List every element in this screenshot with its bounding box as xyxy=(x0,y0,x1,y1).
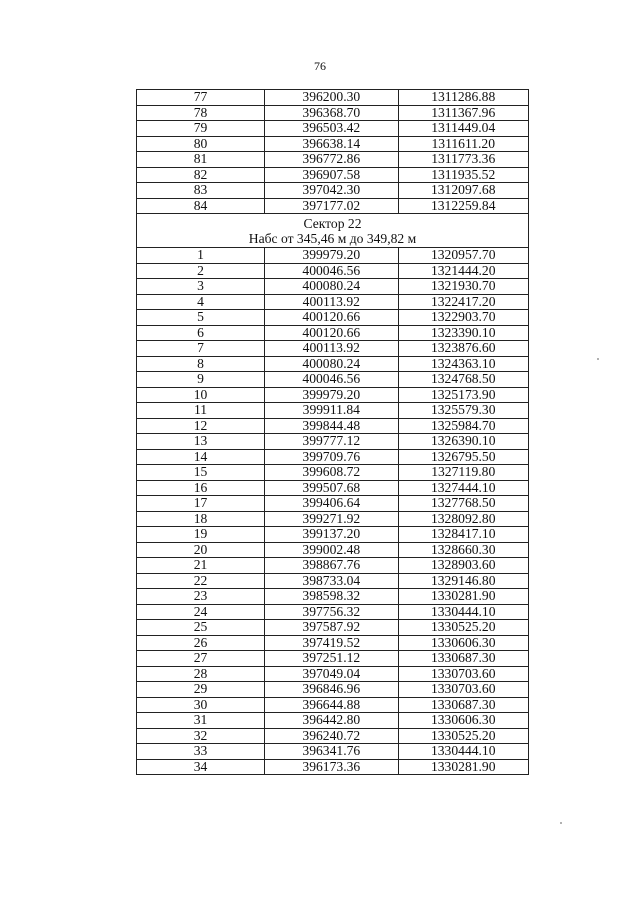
y-coordinate-cell: 1311773.36 xyxy=(398,152,529,168)
point-number-cell: 23 xyxy=(137,589,265,605)
table-row xyxy=(137,198,529,214)
table-row xyxy=(137,496,529,512)
x-coordinate-cell: 396341.76 xyxy=(265,744,398,760)
sector-header-cell xyxy=(137,214,529,248)
point-number-cell: 77 xyxy=(137,90,265,106)
point-number-cell: 6 xyxy=(137,325,265,341)
table-row xyxy=(137,136,529,152)
coordinates-table-body xyxy=(137,90,529,775)
x-coordinate-cell: 397042.30 xyxy=(265,183,398,199)
y-coordinate-cell: 1311367.96 xyxy=(398,105,529,121)
table-row xyxy=(137,589,529,605)
table-row xyxy=(137,387,529,403)
scan-speck xyxy=(597,358,599,360)
x-coordinate-cell: 397587.92 xyxy=(265,620,398,636)
y-coordinate-cell: 1330703.60 xyxy=(398,682,529,698)
x-coordinate-cell: 399844.48 xyxy=(265,418,398,434)
y-coordinate-cell: 1312259.84 xyxy=(398,198,529,214)
x-coordinate-cell: 399507.68 xyxy=(265,480,398,496)
point-number-cell: 30 xyxy=(137,697,265,713)
x-coordinate-cell: 396638.14 xyxy=(265,136,398,152)
table-row xyxy=(137,620,529,636)
table-row xyxy=(137,651,529,667)
x-coordinate-cell: 396240.72 xyxy=(265,728,398,744)
x-coordinate-cell: 399271.92 xyxy=(265,511,398,527)
point-number-cell: 5 xyxy=(137,310,265,326)
table-row xyxy=(137,449,529,465)
point-number-cell: 15 xyxy=(137,465,265,481)
table-row xyxy=(137,248,529,264)
scan-speck xyxy=(560,822,562,824)
x-coordinate-cell: 400046.56 xyxy=(265,372,398,388)
sector-elevation-range: Набс от 345,46 м до 349,82 м xyxy=(248,230,417,246)
table-row xyxy=(137,310,529,326)
x-coordinate-cell: 399406.64 xyxy=(265,496,398,512)
point-number-cell: 3 xyxy=(137,279,265,295)
y-coordinate-cell: 1330606.30 xyxy=(398,713,529,729)
x-coordinate-cell: 398598.32 xyxy=(265,589,398,605)
x-coordinate-cell: 400113.92 xyxy=(265,341,398,357)
table-row xyxy=(137,604,529,620)
table-row xyxy=(137,372,529,388)
point-number-cell: 4 xyxy=(137,294,265,310)
y-coordinate-cell: 1323390.10 xyxy=(398,325,529,341)
x-coordinate-cell: 400080.24 xyxy=(265,356,398,372)
point-number-cell: 12 xyxy=(137,418,265,434)
x-coordinate-cell: 396368.70 xyxy=(265,105,398,121)
x-coordinate-cell: 400120.66 xyxy=(265,310,398,326)
y-coordinate-cell: 1330606.30 xyxy=(398,635,529,651)
y-coordinate-cell: 1322903.70 xyxy=(398,310,529,326)
point-number-cell: 24 xyxy=(137,604,265,620)
table-row xyxy=(137,434,529,450)
point-number-cell: 19 xyxy=(137,527,265,543)
table-row xyxy=(137,121,529,137)
y-coordinate-cell: 1330444.10 xyxy=(398,744,529,760)
x-coordinate-cell: 399979.20 xyxy=(265,387,398,403)
x-coordinate-cell: 399709.76 xyxy=(265,449,398,465)
x-coordinate-cell: 397177.02 xyxy=(265,198,398,214)
coordinates-table xyxy=(136,89,529,775)
table-row xyxy=(137,325,529,341)
table-row xyxy=(137,744,529,760)
table-row xyxy=(137,697,529,713)
x-coordinate-cell: 399979.20 xyxy=(265,248,398,264)
table-row xyxy=(137,682,529,698)
y-coordinate-cell: 1328092.80 xyxy=(398,511,529,527)
y-coordinate-cell: 1328417.10 xyxy=(398,527,529,543)
point-number-cell: 21 xyxy=(137,558,265,574)
x-coordinate-cell: 400080.24 xyxy=(265,279,398,295)
y-coordinate-cell: 1330687.30 xyxy=(398,697,529,713)
point-number-cell: 34 xyxy=(137,759,265,775)
table-row xyxy=(137,542,529,558)
table-row xyxy=(137,635,529,651)
table-row xyxy=(137,105,529,121)
y-coordinate-cell: 1311611.20 xyxy=(398,136,529,152)
y-coordinate-cell: 1312097.68 xyxy=(398,183,529,199)
table-row xyxy=(137,465,529,481)
y-coordinate-cell: 1311449.04 xyxy=(398,121,529,137)
table-row xyxy=(137,294,529,310)
x-coordinate-cell: 399608.72 xyxy=(265,465,398,481)
table-row xyxy=(137,666,529,682)
x-coordinate-cell: 396907.58 xyxy=(265,167,398,183)
point-number-cell: 32 xyxy=(137,728,265,744)
y-coordinate-cell: 1328903.60 xyxy=(398,558,529,574)
table-row xyxy=(137,527,529,543)
point-number-cell: 14 xyxy=(137,449,265,465)
y-coordinate-cell: 1330687.30 xyxy=(398,651,529,667)
y-coordinate-cell: 1326390.10 xyxy=(398,434,529,450)
y-coordinate-cell: 1324363.10 xyxy=(398,356,529,372)
table-row xyxy=(137,356,529,372)
point-number-cell: 29 xyxy=(137,682,265,698)
y-coordinate-cell: 1328660.30 xyxy=(398,542,529,558)
table-row xyxy=(137,713,529,729)
y-coordinate-cell: 1321930.70 xyxy=(398,279,529,295)
table-row xyxy=(137,759,529,775)
y-coordinate-cell: 1320957.70 xyxy=(398,248,529,264)
point-number-cell: 22 xyxy=(137,573,265,589)
point-number-cell: 20 xyxy=(137,542,265,558)
table-row xyxy=(137,341,529,357)
y-coordinate-cell: 1323876.60 xyxy=(398,341,529,357)
y-coordinate-cell: 1325984.70 xyxy=(398,418,529,434)
sector-header-row xyxy=(137,214,529,248)
point-number-cell: 26 xyxy=(137,635,265,651)
x-coordinate-cell: 400120.66 xyxy=(265,325,398,341)
table-row xyxy=(137,167,529,183)
table-row xyxy=(137,90,529,106)
x-coordinate-cell: 398733.04 xyxy=(265,573,398,589)
point-number-cell: 1 xyxy=(137,248,265,264)
y-coordinate-cell: 1327768.50 xyxy=(398,496,529,512)
x-coordinate-cell: 397049.04 xyxy=(265,666,398,682)
point-number-cell: 81 xyxy=(137,152,265,168)
point-number-cell: 17 xyxy=(137,496,265,512)
y-coordinate-cell: 1330281.90 xyxy=(398,589,529,605)
point-number-cell: 28 xyxy=(137,666,265,682)
y-coordinate-cell: 1326795.50 xyxy=(398,449,529,465)
x-coordinate-cell: 396442.80 xyxy=(265,713,398,729)
x-coordinate-cell: 399137.20 xyxy=(265,527,398,543)
y-coordinate-cell: 1325173.90 xyxy=(398,387,529,403)
y-coordinate-cell: 1325579.30 xyxy=(398,403,529,419)
y-coordinate-cell: 1327119.80 xyxy=(398,465,529,481)
point-number-cell: 7 xyxy=(137,341,265,357)
page-number: 76 xyxy=(314,59,326,73)
point-number-cell: 11 xyxy=(137,403,265,419)
x-coordinate-cell: 400113.92 xyxy=(265,294,398,310)
table-row xyxy=(137,183,529,199)
x-coordinate-cell: 397251.12 xyxy=(265,651,398,667)
point-number-cell: 82 xyxy=(137,167,265,183)
y-coordinate-cell: 1330525.20 xyxy=(398,620,529,636)
y-coordinate-cell: 1321444.20 xyxy=(398,263,529,279)
table-row xyxy=(137,511,529,527)
y-coordinate-cell: 1330703.60 xyxy=(398,666,529,682)
y-coordinate-cell: 1329146.80 xyxy=(398,573,529,589)
table-row xyxy=(137,558,529,574)
point-number-cell: 80 xyxy=(137,136,265,152)
x-coordinate-cell: 396772.86 xyxy=(265,152,398,168)
x-coordinate-cell: 400046.56 xyxy=(265,263,398,279)
y-coordinate-cell: 1330525.20 xyxy=(398,728,529,744)
point-number-cell: 78 xyxy=(137,105,265,121)
y-coordinate-cell: 1324768.50 xyxy=(398,372,529,388)
y-coordinate-cell: 1311935.52 xyxy=(398,167,529,183)
point-number-cell: 83 xyxy=(137,183,265,199)
point-number-cell: 25 xyxy=(137,620,265,636)
x-coordinate-cell: 399777.12 xyxy=(265,434,398,450)
point-number-cell: 79 xyxy=(137,121,265,137)
point-number-cell: 27 xyxy=(137,651,265,667)
point-number-cell: 13 xyxy=(137,434,265,450)
table-row xyxy=(137,418,529,434)
x-coordinate-cell: 396503.42 xyxy=(265,121,398,137)
x-coordinate-cell: 396200.30 xyxy=(265,90,398,106)
table-row xyxy=(137,263,529,279)
table-row xyxy=(137,279,529,295)
table-row xyxy=(137,480,529,496)
point-number-cell: 16 xyxy=(137,480,265,496)
x-coordinate-cell: 396846.96 xyxy=(265,682,398,698)
x-coordinate-cell: 399002.48 xyxy=(265,542,398,558)
table-row xyxy=(137,573,529,589)
table-row xyxy=(137,403,529,419)
point-number-cell: 9 xyxy=(137,372,265,388)
y-coordinate-cell: 1322417.20 xyxy=(398,294,529,310)
x-coordinate-cell: 396173.36 xyxy=(265,759,398,775)
table-row xyxy=(137,152,529,168)
x-coordinate-cell: 398867.76 xyxy=(265,558,398,574)
point-number-cell: 8 xyxy=(137,356,265,372)
table-row xyxy=(137,728,529,744)
x-coordinate-cell: 397419.52 xyxy=(265,635,398,651)
x-coordinate-cell: 396644.88 xyxy=(265,697,398,713)
point-number-cell: 18 xyxy=(137,511,265,527)
x-coordinate-cell: 397756.32 xyxy=(265,604,398,620)
point-number-cell: 2 xyxy=(137,263,265,279)
y-coordinate-cell: 1327444.10 xyxy=(398,480,529,496)
y-coordinate-cell: 1330444.10 xyxy=(398,604,529,620)
point-number-cell: 84 xyxy=(137,198,265,214)
x-coordinate-cell: 399911.84 xyxy=(265,403,398,419)
point-number-cell: 33 xyxy=(137,744,265,760)
sector-title: Сектор 22 xyxy=(303,215,362,231)
point-number-cell: 31 xyxy=(137,713,265,729)
point-number-cell: 10 xyxy=(137,387,265,403)
y-coordinate-cell: 1311286.88 xyxy=(398,90,529,106)
y-coordinate-cell: 1330281.90 xyxy=(398,759,529,775)
